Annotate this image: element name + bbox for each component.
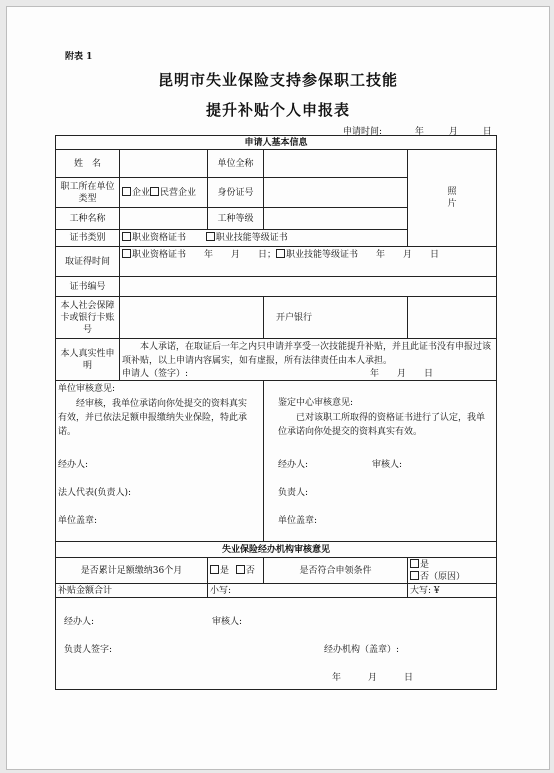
bank-field[interactable] [408,297,497,339]
job-label: 工种名称 [56,208,120,230]
center-reviewer-label: 审核人: [372,460,403,470]
form-title-line2: 提升补贴个人申报表 [205,101,350,119]
paid-36-options [208,558,264,584]
social-card-field[interactable] [120,297,264,339]
job-level-label: 工种等级 [208,208,264,230]
section-basic-info: 申请人基本信息 [56,136,497,150]
eligible-options [408,558,497,584]
bank-label: 开户银行 [264,297,408,339]
legal-rep-label: 法人代表(负责人): [58,488,132,498]
unit-name-label: 单位全称 [208,150,264,178]
eligible-label: 是否符合申领条件 [264,558,408,584]
agency-seal-label: 经办机构（盖章）: [324,645,400,655]
unit-handler-label: 经办人: [58,460,89,470]
agency-responsible-label: 负责人签字: [64,645,113,655]
cert-qualification-checkbox[interactable] [122,232,131,241]
cert-type-options [120,230,408,247]
unit-type-option2: 民营企业 [160,187,197,198]
cert-date-label: 取证得时间 [56,247,120,277]
center-review-title: 鉴定中心审核意见: [278,398,354,408]
cert-date-text2: 职业技能等级证书 年 月 日 [286,250,440,260]
paid-36-yes: 是 [220,565,230,576]
subsidy-uppercase[interactable] [408,584,497,598]
cert-date-separator: ； [267,250,277,260]
agency-section-header: 失业保险经办机构审核意见 [56,542,497,558]
truth-statement-cell [120,339,497,381]
photo-label-1: 照 [447,187,457,197]
center-review-text: 已对该职工所取得的资格证书进行了认定，我单位承诺向你处提交的资料真实有效。 [278,413,486,437]
cert-skill-level-checkbox[interactable] [206,232,215,241]
subsidy-lowercase[interactable] [208,584,408,598]
application-form [55,135,497,690]
subsidy-total-label: 补贴金额合计 [56,584,208,598]
job-field[interactable] [120,208,208,230]
agency-reviewer-label: 审核人: [212,617,243,627]
photo-area[interactable] [408,150,497,247]
apply-year: 年 [414,127,424,137]
unit-type-options [120,178,208,208]
id-label: 身份证号 [208,178,264,208]
agency-sign-cell [56,598,497,690]
paid-36-no-checkbox[interactable] [236,565,245,574]
cert-date-skill-checkbox[interactable] [276,249,285,258]
center-seal-label: 单位盖章: [278,516,318,526]
cert-date-qualification-checkbox[interactable] [122,249,131,258]
name-label: 姓 名 [56,150,120,178]
eligible-no-reason: 否（原因） [420,571,466,582]
unit-seal-label: 单位盖章: [58,516,98,526]
center-responsible-label: 负责人: [278,488,309,498]
cert-type-label: 证书类别 [56,230,120,247]
appendix-label: 附表 1 [65,52,93,62]
cert-option1: 职业资格证书 [132,233,187,243]
unit-type-option1: 企业 [132,187,151,198]
apply-time-label: 申请时间: [343,127,383,137]
paid-36-yes-checkbox[interactable] [210,565,219,574]
applicant-sign-date: 年 月 日 [370,368,434,379]
unit-type-enterprise-checkbox[interactable] [122,187,131,196]
paid-36-label: 是否累计足额缴纳36个月 [56,558,208,584]
applicant-sign-label: 申请人（签字）: [122,368,189,379]
cert-no-label: 证书编号 [56,277,120,297]
form-title-line1: 昆明市失业保险支持参保职工技能 [157,71,398,89]
unit-type-private-checkbox[interactable] [150,187,159,196]
lowercase-label: 小写: [210,585,232,596]
uppercase-label: 大写: ¥ [410,585,440,596]
cert-no-field[interactable] [120,277,497,297]
agency-date: 年 月 日 [332,673,414,683]
agency-handler-label: 经办人: [64,617,95,627]
apply-month: 月 [448,127,458,137]
document-page [6,6,550,770]
apply-day: 日 [482,127,492,137]
name-field[interactable] [120,150,208,178]
unit-review-cell [56,381,264,542]
truth-statement-text: 本人承诺，在取证后一年之内只申请并享受一次技能提升补贴，并且此证书没有申报过该项补贴，以上申请内容属实，如有虚报，所有法律责任由本人承担。 [122,341,492,366]
photo-label-2: 片 [447,199,457,209]
cert-date-text1: 职业资格证书 年 月 日 [132,250,268,260]
job-level-field[interactable] [264,208,408,230]
eligible-no-checkbox[interactable] [410,571,419,580]
social-card-label: 本人社会保障卡或银行卡账号 [56,297,120,339]
paid-36-no: 否 [245,565,255,576]
unit-review-text: 经审核，我单位承诺向你处提交的资料真实有效，并已依法足额申报缴纳失业保险，特此承诺。 [58,399,248,437]
cert-option2: 职业技能等级证书 [215,233,288,243]
unit-name-field[interactable] [264,150,408,178]
center-review-cell [264,381,497,542]
center-handler-label: 经办人: [278,460,309,470]
unit-review-title: 单位审核意见: [58,384,116,394]
unit-type-label: 职工所在单位类型 [56,178,120,208]
id-field[interactable] [264,178,408,208]
applicant-sign-row [122,368,494,380]
eligible-yes-checkbox[interactable] [410,559,419,568]
truth-statement-label: 本人真实性申明 [56,339,120,381]
cert-date-field [120,247,497,277]
eligible-yes: 是 [420,559,430,570]
